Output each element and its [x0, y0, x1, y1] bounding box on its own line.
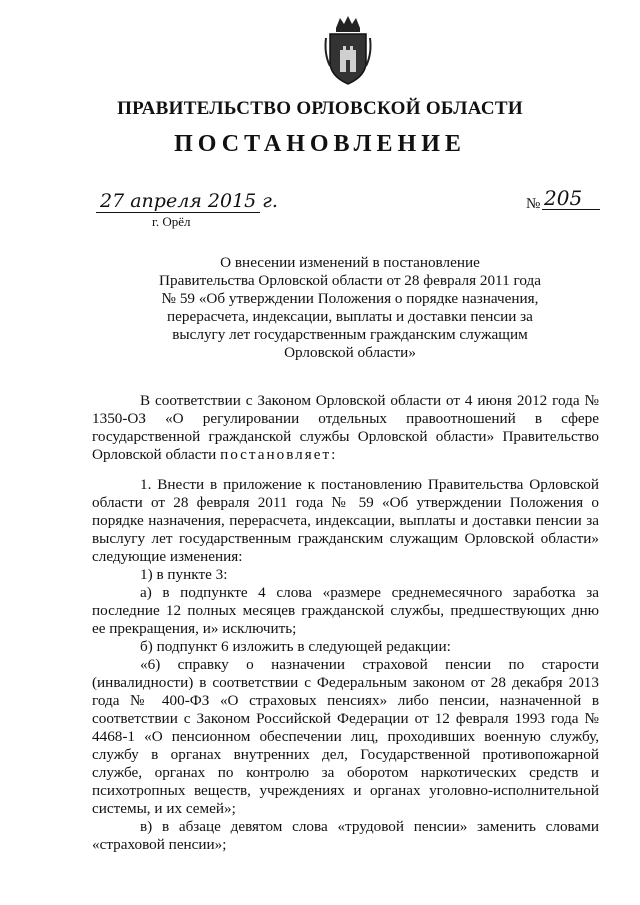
city-label: г. Орёл — [152, 214, 191, 229]
handwritten-number: 205 — [542, 187, 600, 210]
document-subject — [140, 254, 560, 362]
paragraph-item-1: 1. Внести в приложение к постановлению Правительства Орловской области от 28 февраля 2011 года № 59 «Об утверждении Положения о порядке назначения, перерасчета, индексации, выплаты и доставки пенсии за выслугу лет государственным гражданским служащим Орловской области» следующие изменения: — [92, 476, 599, 565]
preamble-text: В соответствии с Законом Орловской области от 4 июня 2012 года № 1350-ОЗ «О регулировании отдельных правоотношений в сфере государственной гражданской службы Орловской области» Правительство Орловской области — [92, 392, 599, 463]
paragraph-subitem-1: 1) в пункте 3: — [140, 566, 228, 583]
government-title: ПРАВИТЕЛЬСТВО ОРЛОВСКОЙ ОБЛАСТИ — [117, 98, 523, 119]
paragraph-subitem-v: в) в абзаце девятом слова «трудовой пенсии» заменить словами «страховой пенсии»; — [92, 818, 599, 853]
paragraph-preamble — [92, 392, 599, 464]
document-body — [92, 392, 599, 854]
paragraph-quote-6: «6) справку о назначении страховой пенсии по старости (инвалидности) в соответствии с Федеральным законом от 28 декабря 2013 года № 400-ФЗ «О страховых пенсиях» либо пенсии, назначенной в соответствии с Законом Российской Федерации от 12 февраля 1993 года № 4468-1 «О пенсионном обеспечении лиц, проходивших военную службу, службу в органах внутренних дел, Государственной противопожарной службе, органах по контролю за оборотом наркотических средств и психотропных веществ, учреждениях и органах уголовно-исполнительной системы, и их семей»; — [92, 656, 599, 817]
document-type-title: ПОСТАНОВЛЕНИЕ — [174, 131, 466, 157]
subject-line: Орловской области» — [284, 344, 416, 361]
subject-line: О внесении изменений в постановление — [220, 254, 480, 271]
handwritten-date: 27 апреля 2015 г. — [96, 190, 260, 213]
subject-line: выслугу лет государственным гражданским служащим — [172, 326, 528, 343]
coat-of-arms-icon — [322, 14, 374, 86]
paragraph-subitem-b: б) подпункт 6 изложить в следующей редакции: — [140, 638, 451, 655]
number-label: № — [526, 196, 541, 212]
subject-line: перерасчета, индексации, выплаты и доставки пенсии за — [167, 308, 533, 325]
subject-line: Правительства Орловской области от 28 февраля 2011 года — [159, 272, 541, 289]
resolution-word: постановляет: — [220, 446, 338, 463]
paragraph-subitem-a: а) в подпункте 4 слова «размере среднемесячного заработка за последние 12 полных месяцев гражданской службы, предшествующих дню ее прекращения, и» исключить; — [92, 584, 599, 637]
subject-line: № 59 «Об утверждении Положения о порядке назначения, — [161, 290, 539, 307]
